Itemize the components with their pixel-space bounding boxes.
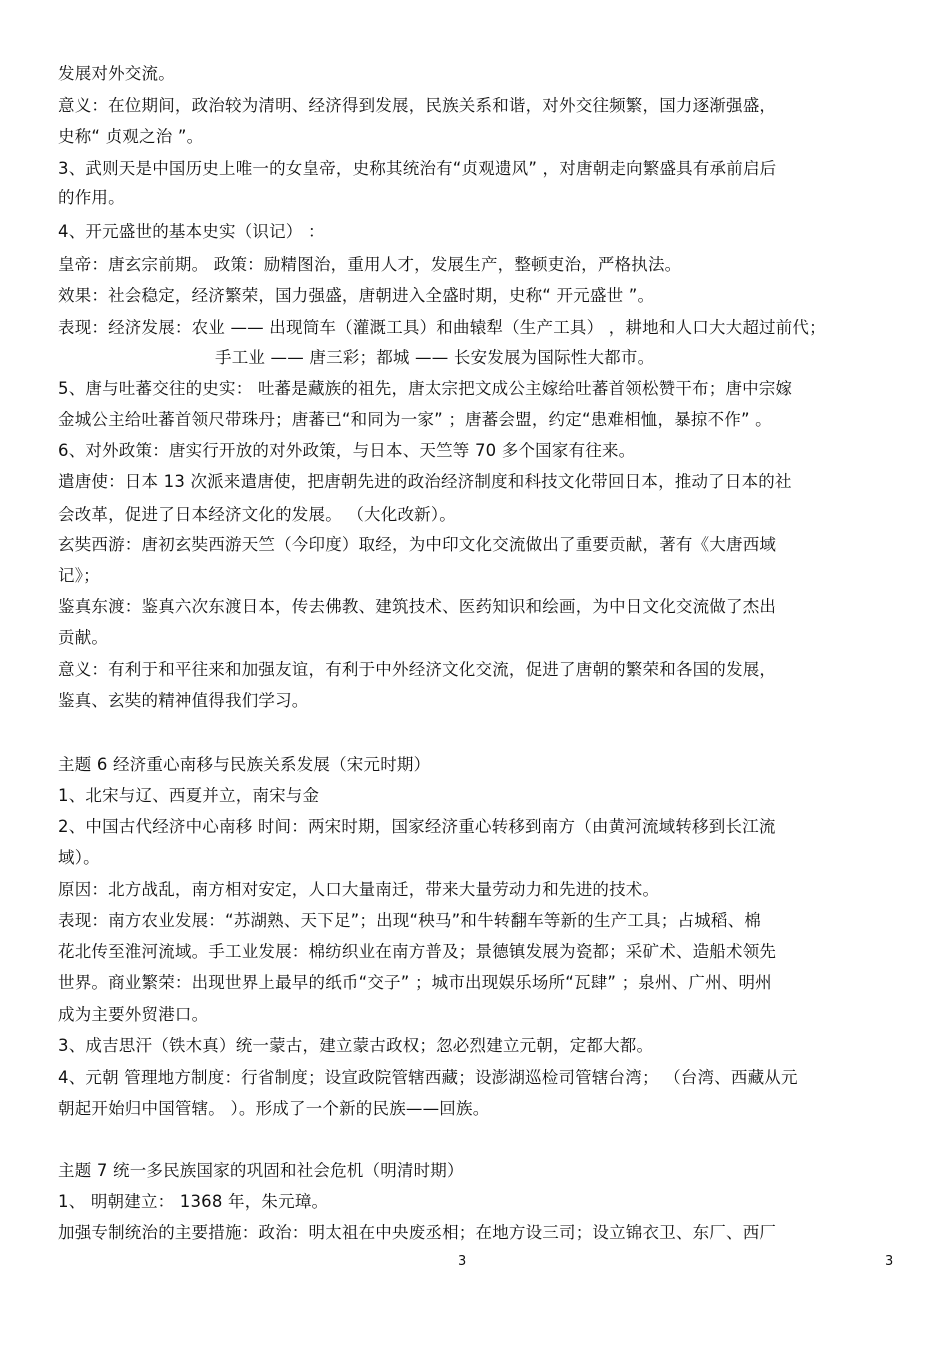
text-line: 表现：南方农业发展：“苏湖熟、天下足”；出现“秧马”和牛转翻车等新的生产工具；占城稻、棉 bbox=[58, 911, 761, 930]
text-line: 3、武则天是中国历史上唯一的女皇帝，史称其统治有“贞观遗风” ，对唐朝走向繁盛具有承前启后 bbox=[58, 159, 777, 178]
text-line: 金城公主给吐蕃首领尺带珠丹；唐蕃已“和同为一家” ；唐蕃会盟，约定“患难相恤，暴掠不作” 。 bbox=[58, 410, 772, 429]
text-line: 皇帝：唐玄宗前期。 政策：励精图治，重用人才，发展生产，整顿吏治，严格执法。 bbox=[58, 255, 682, 274]
text-line: 朝起开始归中国管辖。 ）。形成了一个新的民族——回族。 bbox=[58, 1099, 490, 1118]
text-line: 世界。商业繁荣：出现世界上最早的纸币“交子” ；城市出现娱乐场所“瓦肆” ；泉州、广州、明州 bbox=[58, 973, 772, 992]
text-line: 3、成吉思汗（铁木真）统一蒙古，建立蒙古政权；忽必烈建立元朝，定都大都。 bbox=[58, 1036, 654, 1055]
text-line: 的作用。 bbox=[58, 188, 125, 207]
page-number: 3 bbox=[885, 1254, 894, 1269]
text-line: 5、唐与吐蕃交往的史实： 吐蕃是藏族的祖先，唐太宗把文成公主嫁给吐蕃首领松赞干布；唐中宗嫁 bbox=[58, 379, 793, 398]
text-line: 原因：北方战乱，南方相对安定，人口大量南迁，带来大量劳动力和先进的技术。 bbox=[58, 880, 660, 899]
text-line: 效果：社会稳定，经济繁荣，国力强盛，唐朝进入全盛时期，史称“ 开元盛世 ”。 bbox=[58, 286, 655, 305]
text-line: 花北传至淮河流域。手工业发展：棉纺织业在南方普及；景德镇发展为瓷都；采矿术、造船术领先 bbox=[58, 942, 777, 961]
text-line: 贡献。 bbox=[58, 628, 109, 647]
text-line: 发展对外交流。 bbox=[58, 64, 175, 83]
text-line: 手工业 —— 唐三彩；都城 —— 长安发展为国际性大都市。 bbox=[215, 348, 655, 367]
text-line: 记》； bbox=[58, 566, 100, 585]
text-line: 加强专制统治的主要措施：政治：明太祖在中央废丞相；在地方设三司；设立锦衣卫、东厂、西厂 bbox=[58, 1223, 777, 1242]
text-line: 表现：经济发展：农业 —— 出现筒车（灌溉工具）和曲辕犁（生产工具） ，耕地和人口大大超过前代； bbox=[58, 318, 826, 337]
text-line: 成为主要外贸港口。 bbox=[58, 1005, 209, 1024]
text-line: 意义：在位期间，政治较为清明、经济得到发展，民族关系和谐，对外交往频繁，国力逐渐强盛， bbox=[58, 96, 777, 115]
text-line: 域）。 bbox=[58, 848, 100, 867]
text-line: 意义：有利于和平往来和加强友谊，有利于中外经济文化交流，促进了唐朝的繁荣和各国的发展， bbox=[58, 660, 777, 679]
text-line: 4、开元盛世的基本史实（识记） ： bbox=[58, 222, 325, 241]
text-line: 鉴真东渡：鉴真六次东渡日本，传去佛教、建筑技术、医药知识和绘画，为中日文化交流做了杰出 bbox=[58, 597, 777, 616]
text-line: 玄奘西游：唐初玄奘西游天竺（今印度）取经，为中印文化交流做出了重要贡献，著有《大唐西域 bbox=[58, 535, 777, 554]
page-number: 3 bbox=[458, 1254, 467, 1269]
text-line: 4、元朝 管理地方制度：行省制度；设宣政院管辖西藏；设澎湖巡检司管辖台湾； （台湾、西藏从元 bbox=[58, 1068, 798, 1087]
section-heading: 主题 6 经济重心南移与民族关系发展（宋元时期） bbox=[58, 755, 431, 774]
text-line: 1、 明朝建立： 1368 年，朱元璋。 bbox=[58, 1192, 329, 1211]
section-heading: 主题 7 统一多民族国家的巩固和社会危机（明清时期） bbox=[58, 1161, 464, 1180]
text-line: 会改革，促进了日本经济文化的发展。 （大化改新）。 bbox=[58, 505, 456, 524]
text-line: 史称“ 贞观之治 ”。 bbox=[58, 127, 204, 146]
text-line: 1、北宋与辽、西夏并立，南宋与金 bbox=[58, 786, 320, 805]
text-line: 遣唐使：日本 13 次派来遣唐使，把唐朝先进的政治经济制度和科技文化带回日本，推动了日本的社 bbox=[58, 472, 792, 491]
text-line: 鉴真、玄奘的精神值得我们学习。 bbox=[58, 691, 309, 710]
text-line: 6、对外政策：唐实行开放的对外政策，与日本、天竺等 70 多个国家有往来。 bbox=[58, 441, 636, 460]
text-line: 2、中国古代经济中心南移 时间：两宋时期，国家经济重心转移到南方（由黄河流域转移到长江流 bbox=[58, 817, 776, 836]
